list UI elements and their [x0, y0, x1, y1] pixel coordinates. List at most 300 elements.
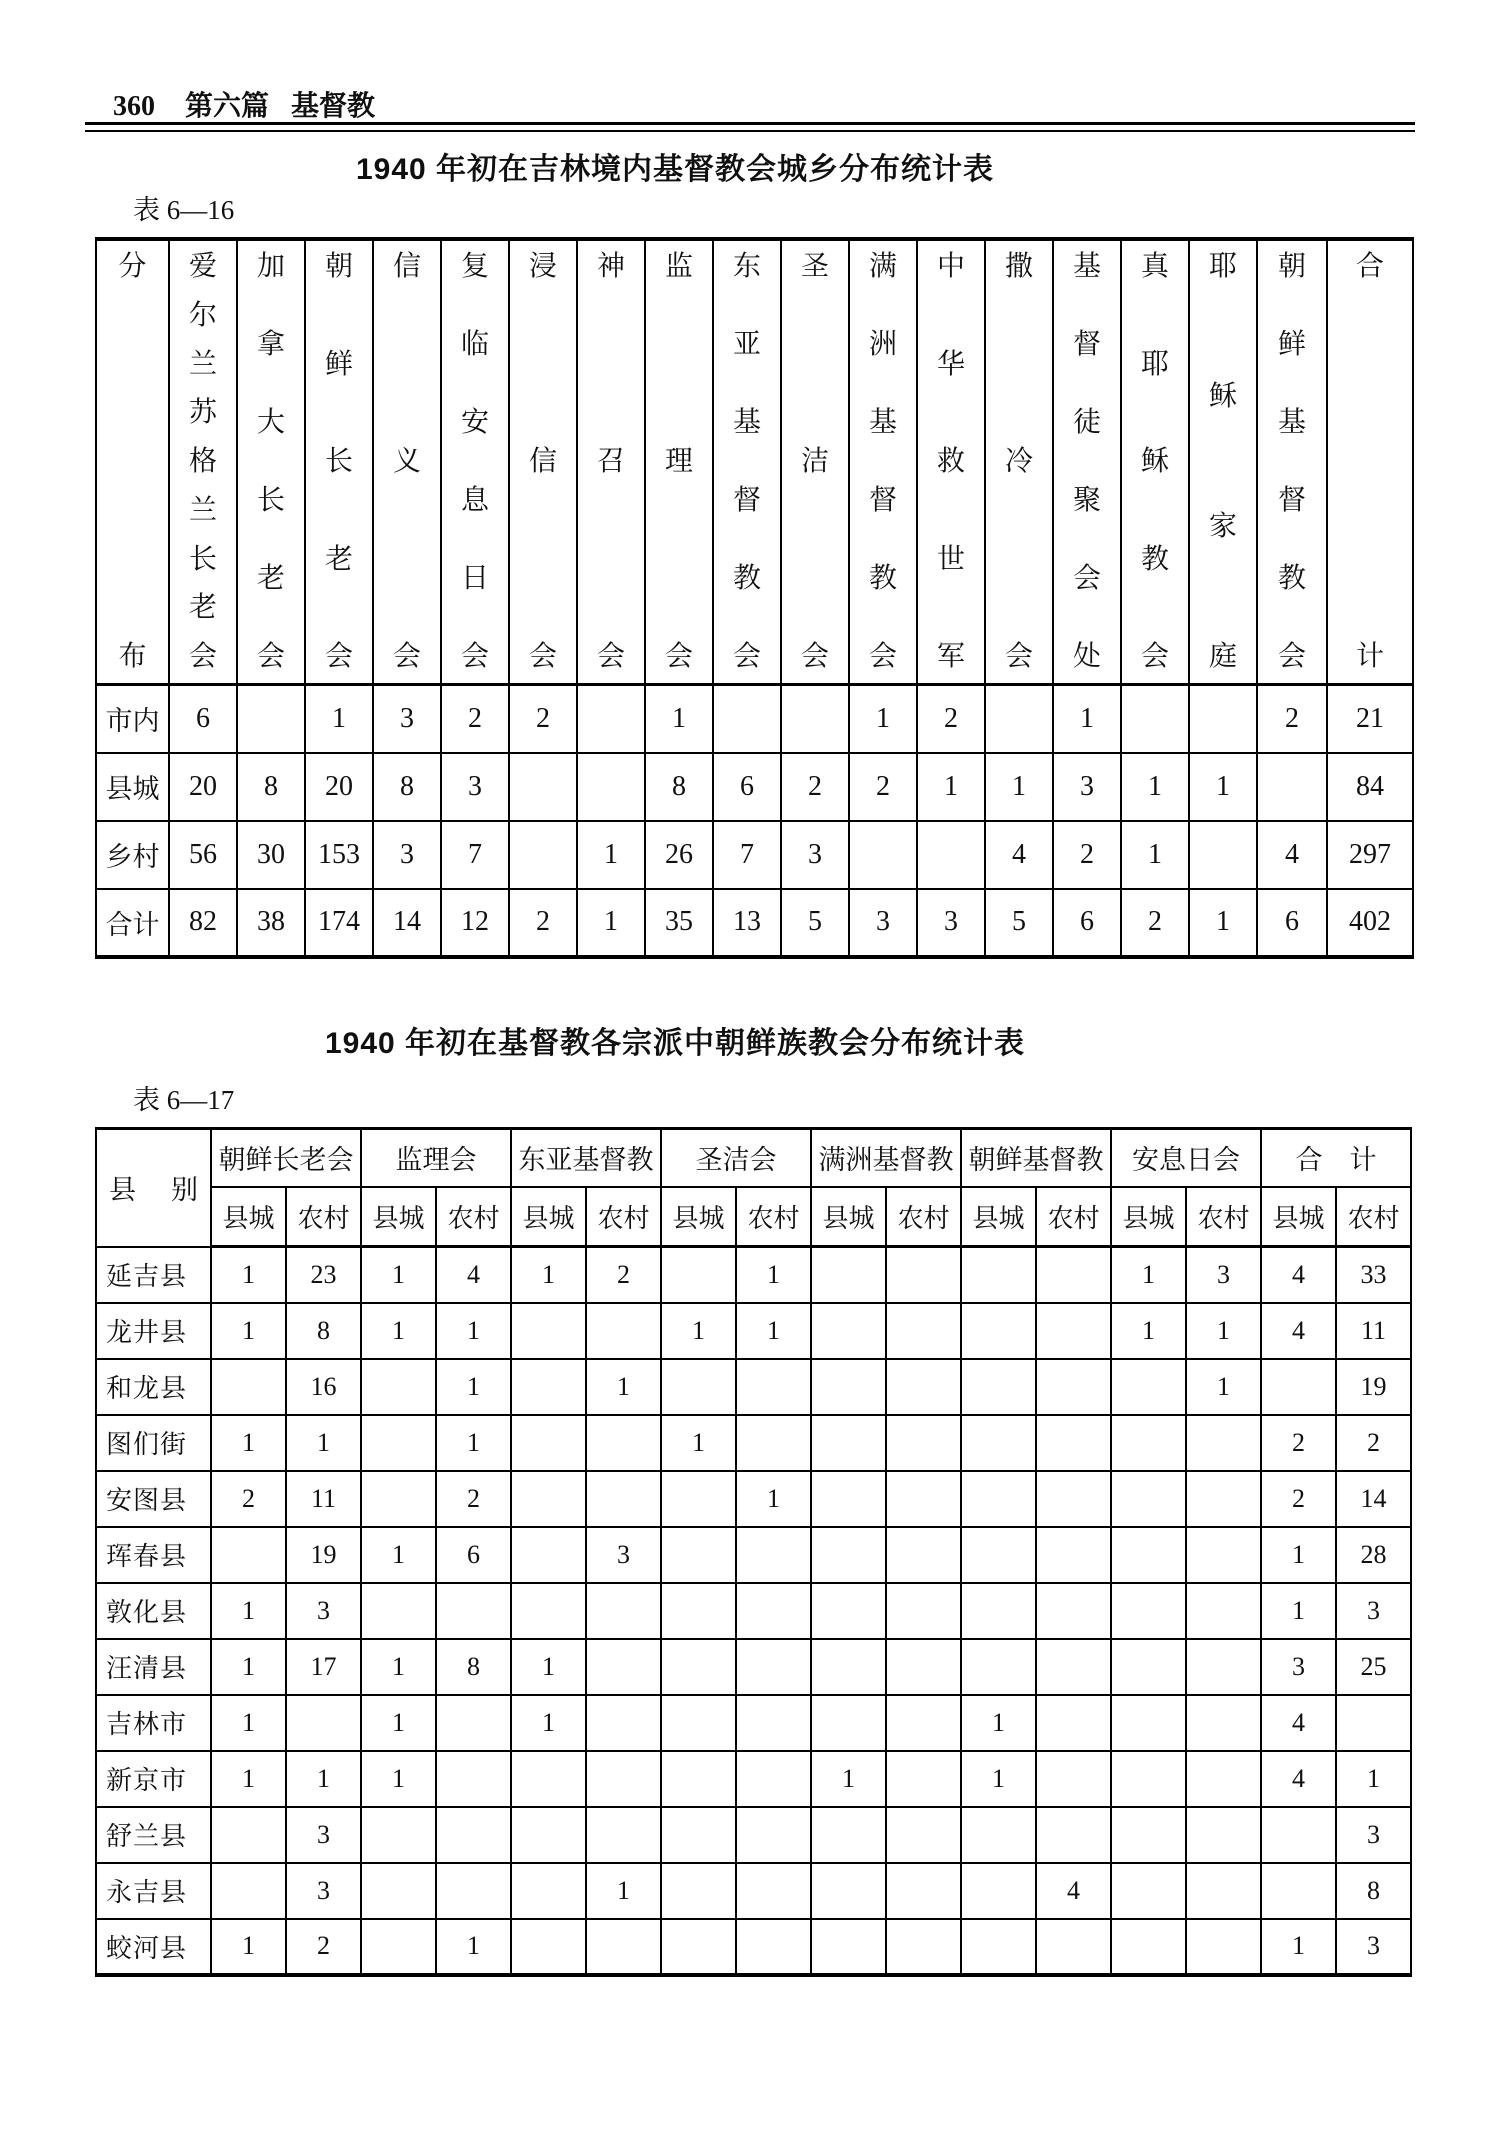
- t2-row-label: 敦化县: [96, 1583, 211, 1639]
- vertical-char: 浸: [528, 251, 557, 282]
- t1-col-header-9: [781, 239, 849, 685]
- t1-col-header-7-text: [646, 253, 712, 671]
- t1-value-cell: 2: [509, 889, 577, 957]
- t2-value-cell: 1: [661, 1415, 736, 1471]
- t2-value-cell: [661, 1583, 736, 1639]
- t2-value-cell: 1: [361, 1303, 436, 1359]
- t2-value-cell: 8: [286, 1303, 361, 1359]
- t2-value-cell: 1: [361, 1527, 436, 1583]
- t1-value-cell: 8: [645, 753, 713, 821]
- t1-row-label: 乡村: [96, 821, 169, 889]
- t2-group-header-3: 圣洁会: [661, 1129, 811, 1187]
- t2-value-cell: [886, 1863, 961, 1919]
- t2-value-cell: [511, 1471, 586, 1527]
- t1-value-cell: 6: [713, 753, 781, 821]
- t2-subheader-rural: 农村: [736, 1187, 811, 1247]
- vertical-char: 会: [800, 641, 829, 672]
- t2-value-cell: 17: [286, 1639, 361, 1695]
- t2-value-cell: [961, 1303, 1036, 1359]
- t2-value-cell: [736, 1415, 811, 1471]
- t2-value-cell: 2: [436, 1471, 511, 1527]
- t1-value-cell: 56: [169, 821, 237, 889]
- t2-data-row: [96, 1695, 1411, 1751]
- t2-data-row: [96, 1527, 1411, 1583]
- t2-value-cell: 11: [1336, 1303, 1411, 1359]
- t1-col-header-0-text: [170, 253, 236, 671]
- vertical-char: 会: [188, 641, 217, 672]
- t1-value-cell: 3: [917, 889, 985, 957]
- t2-value-cell: [1111, 1359, 1186, 1415]
- t2-subheader-urban: 县城: [811, 1187, 886, 1247]
- t1-value-cell: 30: [237, 821, 305, 889]
- t1-value-cell: 2: [441, 685, 509, 753]
- t1-col-header-11-text: [918, 253, 984, 671]
- vertical-char: 加: [256, 251, 285, 282]
- t1-data-row: [96, 821, 1413, 889]
- t2-value-cell: [886, 1471, 961, 1527]
- t2-value-cell: [886, 1695, 961, 1751]
- t1-value-cell: 6: [1257, 889, 1327, 957]
- t1-value-cell: 20: [169, 753, 237, 821]
- t2-value-cell: 8: [436, 1639, 511, 1695]
- t2-value-cell: 3: [286, 1583, 361, 1639]
- vertical-char: 信: [392, 251, 421, 282]
- t2-value-cell: [886, 1919, 961, 1975]
- vertical-char: 长: [256, 485, 285, 516]
- t1-col-header-13: [1053, 239, 1121, 685]
- vertical-char: 督: [1072, 329, 1101, 360]
- t2-value-cell: 1: [361, 1639, 436, 1695]
- t2-value-cell: 25: [1336, 1639, 1411, 1695]
- t2-value-cell: [211, 1359, 286, 1415]
- t1-col-header-2: [305, 239, 373, 685]
- t2-subheader-row: [96, 1187, 1411, 1247]
- vertical-char: 会: [1004, 641, 1033, 672]
- vertical-char: 神: [596, 251, 625, 282]
- t1-value-cell: [781, 685, 849, 753]
- t2-value-cell: [961, 1527, 1036, 1583]
- vertical-char: 中: [936, 251, 965, 282]
- table-urban-rural-distribution: [95, 237, 1414, 959]
- vertical-char: 息: [460, 485, 489, 516]
- t2-value-cell: 1: [361, 1695, 436, 1751]
- t2-value-cell: [1186, 1415, 1261, 1471]
- t2-value-cell: [211, 1863, 286, 1919]
- t1-col-header-1-text: [238, 253, 304, 671]
- t1-value-cell: 1: [849, 685, 917, 753]
- t2-value-cell: 1: [1111, 1303, 1186, 1359]
- vertical-char: 合: [1355, 251, 1384, 282]
- header-double-rule: [85, 122, 1415, 132]
- t2-value-cell: [586, 1415, 661, 1471]
- t2-value-cell: [811, 1583, 886, 1639]
- t2-value-cell: 19: [286, 1527, 361, 1583]
- t2-value-cell: [1111, 1639, 1186, 1695]
- t2-value-cell: [361, 1415, 436, 1471]
- t2-group-header-row: [96, 1129, 1411, 1187]
- t2-value-cell: [811, 1527, 886, 1583]
- vertical-char: 召: [596, 446, 625, 477]
- t1-col-header-16: [1257, 239, 1327, 685]
- t1-col-header-5-text: [510, 253, 576, 671]
- vertical-char: 教: [732, 563, 761, 594]
- t2-group-header-4: 满洲基督教: [811, 1129, 961, 1187]
- t2-value-cell: [511, 1919, 586, 1975]
- t2-value-cell: [886, 1415, 961, 1471]
- t2-value-cell: 1: [436, 1919, 511, 1975]
- t2-value-cell: [661, 1359, 736, 1415]
- t2-row-label: 珲春县: [96, 1527, 211, 1583]
- t2-value-cell: [811, 1639, 886, 1695]
- t2-value-cell: 1: [1111, 1247, 1186, 1303]
- t2-value-cell: [1186, 1639, 1261, 1695]
- t2-value-cell: 3: [586, 1527, 661, 1583]
- t2-row-label: 永吉县: [96, 1863, 211, 1919]
- t2-value-cell: [961, 1863, 1036, 1919]
- t1-value-cell: 3: [373, 821, 441, 889]
- t1-col-header-15: [1189, 239, 1257, 685]
- vertical-char: 理: [664, 446, 693, 477]
- vertical-char: 义: [392, 446, 421, 477]
- t2-row-label: 新京市: [96, 1751, 211, 1807]
- t2-value-cell: [511, 1863, 586, 1919]
- t2-value-cell: [961, 1471, 1036, 1527]
- t2-value-cell: [1111, 1695, 1186, 1751]
- t1-data-row: [96, 685, 1413, 753]
- t1-col-header-3: [373, 239, 441, 685]
- t2-value-cell: [436, 1583, 511, 1639]
- vertical-char: 兰: [188, 348, 217, 380]
- t2-value-cell: 3: [1336, 1583, 1411, 1639]
- vertical-char: 老: [324, 543, 353, 575]
- t2-value-cell: [736, 1695, 811, 1751]
- t2-subheader-urban: 县城: [361, 1187, 436, 1247]
- t2-value-cell: 4: [1261, 1247, 1336, 1303]
- t1-value-cell: 1: [645, 685, 713, 753]
- vertical-char: 会: [1072, 563, 1101, 594]
- t1-col-header-11: [917, 239, 985, 685]
- t1-col-header-7: [645, 239, 713, 685]
- t1-col-header-9-text: [782, 253, 848, 671]
- t2-data-row: [96, 1303, 1411, 1359]
- t2-value-cell: [811, 1807, 886, 1863]
- t2-data-row: [96, 1751, 1411, 1807]
- t2-value-cell: [1111, 1863, 1186, 1919]
- t2-value-cell: 1: [211, 1919, 286, 1975]
- t2-data-row: [96, 1359, 1411, 1415]
- t1-value-cell: [509, 753, 577, 821]
- t2-value-cell: [661, 1639, 736, 1695]
- t2-value-cell: [361, 1359, 436, 1415]
- t1-col-header-14-text: [1122, 253, 1188, 671]
- t2-value-cell: [511, 1807, 586, 1863]
- vertical-char: 教: [1140, 543, 1169, 575]
- t2-value-cell: [661, 1751, 736, 1807]
- vertical-char: 聚: [1072, 485, 1101, 516]
- t2-subheader-rural: 农村: [1186, 1187, 1261, 1247]
- vertical-char: 鲜: [324, 348, 353, 380]
- vertical-char: 会: [392, 641, 421, 672]
- t1-data-row: [96, 753, 1413, 821]
- t2-value-cell: [736, 1863, 811, 1919]
- t2-value-cell: [211, 1807, 286, 1863]
- t2-value-cell: [886, 1303, 961, 1359]
- vertical-char: 会: [596, 641, 625, 672]
- t1-row-label: 合计: [96, 889, 169, 957]
- t2-value-cell: 1: [211, 1751, 286, 1807]
- vertical-char: 布: [118, 641, 147, 672]
- t2-group-header-7: 合 计: [1261, 1129, 1411, 1187]
- t1-value-cell: 3: [373, 685, 441, 753]
- t2-row-label: 安图县: [96, 1471, 211, 1527]
- vertical-char: 苏: [188, 397, 217, 429]
- t2-value-cell: 2: [1261, 1471, 1336, 1527]
- t1-value-cell: 4: [985, 821, 1053, 889]
- vertical-char: 格: [188, 446, 217, 477]
- t2-value-cell: [886, 1359, 961, 1415]
- t1-value-cell: 3: [849, 889, 917, 957]
- t1-value-cell: 26: [645, 821, 713, 889]
- t2-value-cell: [511, 1303, 586, 1359]
- t1-value-cell: 84: [1327, 753, 1413, 821]
- t1-value-cell: 5: [985, 889, 1053, 957]
- t2-value-cell: 33: [1336, 1247, 1411, 1303]
- t1-col-header-3-text: [374, 253, 440, 671]
- t2-group-header-5: 朝鲜基督教: [961, 1129, 1111, 1187]
- t2-value-cell: 1: [586, 1359, 661, 1415]
- t2-value-cell: [361, 1807, 436, 1863]
- vertical-char: 临: [460, 329, 489, 360]
- t1-col-header-15-text: [1190, 253, 1256, 671]
- t2-value-cell: [661, 1247, 736, 1303]
- t2-value-cell: [436, 1807, 511, 1863]
- vertical-char: 军: [936, 641, 965, 672]
- t2-value-cell: 1: [961, 1751, 1036, 1807]
- t2-value-cell: 1: [211, 1303, 286, 1359]
- t2-value-cell: 1: [1336, 1751, 1411, 1807]
- t2-group-header-1: 监理会: [361, 1129, 511, 1187]
- vertical-char: 长: [188, 543, 217, 575]
- t2-value-cell: 1: [211, 1415, 286, 1471]
- t2-value-cell: [886, 1751, 961, 1807]
- t2-subheader-rural: 农村: [1336, 1187, 1411, 1247]
- t1-value-cell: 2: [1257, 685, 1327, 753]
- t2-value-cell: [1036, 1919, 1111, 1975]
- t2-value-cell: 2: [286, 1919, 361, 1975]
- t2-value-cell: [211, 1527, 286, 1583]
- t2-value-cell: 3: [1336, 1919, 1411, 1975]
- t1-col-header-14: [1121, 239, 1189, 685]
- vertical-char: 真: [1140, 251, 1169, 282]
- vertical-char: 监: [664, 251, 693, 282]
- t2-row-label: 舒兰县: [96, 1807, 211, 1863]
- t2-value-cell: 1: [211, 1583, 286, 1639]
- t2-row-label: 图们街: [96, 1415, 211, 1471]
- vertical-char: 计: [1355, 641, 1384, 672]
- t1-value-cell: 2: [1053, 821, 1121, 889]
- t2-subheader-urban: 县城: [511, 1187, 586, 1247]
- t2-value-cell: 1: [1186, 1359, 1261, 1415]
- t2-value-cell: 28: [1336, 1527, 1411, 1583]
- vertical-char: 处: [1072, 641, 1101, 672]
- section-title: 第六篇: [185, 90, 270, 121]
- t2-value-cell: [586, 1639, 661, 1695]
- t2-value-cell: [586, 1695, 661, 1751]
- t2-value-cell: 1: [1261, 1527, 1336, 1583]
- t1-value-cell: 35: [645, 889, 713, 957]
- t2-data-row: [96, 1471, 1411, 1527]
- t2-value-cell: [736, 1527, 811, 1583]
- t2-value-cell: [661, 1471, 736, 1527]
- t2-value-cell: 1: [436, 1415, 511, 1471]
- t1-value-cell: 1: [1053, 685, 1121, 753]
- t2-value-cell: [1111, 1527, 1186, 1583]
- t2-value-cell: 1: [211, 1247, 286, 1303]
- t2-row-label: 龙井县: [96, 1303, 211, 1359]
- t2-value-cell: [1111, 1415, 1186, 1471]
- vertical-char: 老: [256, 563, 285, 594]
- t2-value-cell: [1036, 1583, 1111, 1639]
- t2-value-cell: [511, 1527, 586, 1583]
- t2-subheader-urban: 县城: [961, 1187, 1036, 1247]
- t2-subheader-urban: 县城: [1111, 1187, 1186, 1247]
- vertical-char: 冷: [1004, 446, 1033, 477]
- vertical-char: 洁: [800, 446, 829, 477]
- t2-value-cell: [961, 1583, 1036, 1639]
- vertical-char: 教: [868, 563, 897, 594]
- t1-value-cell: 1: [1189, 889, 1257, 957]
- vertical-char: 世: [936, 543, 965, 575]
- t1-value-cell: [1189, 685, 1257, 753]
- t2-value-cell: [736, 1919, 811, 1975]
- t2-value-cell: 2: [586, 1247, 661, 1303]
- t2-value-cell: [586, 1751, 661, 1807]
- t1-col-header-4-text: [442, 253, 508, 671]
- t2-data-row: [96, 1247, 1411, 1303]
- vertical-char: 华: [936, 348, 965, 380]
- t2-value-cell: [886, 1527, 961, 1583]
- t2-value-cell: [661, 1695, 736, 1751]
- t2-subheader-rural: 农村: [1036, 1187, 1111, 1247]
- vertical-char: 家: [1208, 511, 1237, 542]
- vertical-char: 拿: [256, 329, 285, 360]
- t1-col-header-0: [169, 239, 237, 685]
- t2-value-cell: [736, 1583, 811, 1639]
- t2-value-cell: [811, 1247, 886, 1303]
- t1-value-cell: 297: [1327, 821, 1413, 889]
- t2-value-cell: [1186, 1583, 1261, 1639]
- t2-subheader-urban: 县城: [1261, 1187, 1336, 1247]
- t1-corner-header-text: [97, 253, 168, 671]
- t1-value-cell: [577, 753, 645, 821]
- vertical-char: 会: [868, 641, 897, 672]
- t2-value-cell: 2: [1336, 1415, 1411, 1471]
- t2-value-cell: [811, 1471, 886, 1527]
- t1-value-cell: 8: [373, 753, 441, 821]
- vertical-char: 徒: [1072, 407, 1101, 438]
- t2-subheader-rural: 农村: [886, 1187, 961, 1247]
- t2-value-cell: 4: [1261, 1695, 1336, 1751]
- vertical-char: 庭: [1208, 641, 1237, 672]
- t2-value-cell: [586, 1807, 661, 1863]
- t2-row-label: 延吉县: [96, 1247, 211, 1303]
- t1-value-cell: 4: [1257, 821, 1327, 889]
- t1-value-cell: 1: [577, 889, 645, 957]
- corner-char: 县: [109, 1175, 136, 1206]
- t1-value-cell: 1: [1189, 753, 1257, 821]
- t2-value-cell: [811, 1415, 886, 1471]
- t2-value-cell: [736, 1639, 811, 1695]
- t2-value-cell: [1036, 1695, 1111, 1751]
- t2-subheader-rural: 农村: [436, 1187, 511, 1247]
- t1-col-header-2-text: [306, 253, 372, 671]
- t2-value-cell: 1: [736, 1303, 811, 1359]
- vertical-char: 会: [664, 641, 693, 672]
- vertical-char: 爱: [188, 251, 217, 282]
- t2-value-cell: 8: [1336, 1863, 1411, 1919]
- vertical-char: 会: [1140, 641, 1169, 672]
- t1-col-header-12-text: [986, 253, 1052, 671]
- t1-col-header-1: [237, 239, 305, 685]
- vertical-char: 亚: [732, 329, 761, 360]
- t1-value-cell: [577, 685, 645, 753]
- t2-value-cell: 1: [361, 1247, 436, 1303]
- t2-value-cell: 4: [1261, 1303, 1336, 1359]
- t1-value-cell: 82: [169, 889, 237, 957]
- t2-subheader-rural: 农村: [286, 1187, 361, 1247]
- t2-value-cell: 1: [1261, 1583, 1336, 1639]
- t2-value-cell: [286, 1695, 361, 1751]
- t1-value-cell: 21: [1327, 685, 1413, 753]
- t2-value-cell: [436, 1863, 511, 1919]
- t2-value-cell: 2: [211, 1471, 286, 1527]
- page-number: 360: [113, 91, 155, 122]
- t2-value-cell: [1261, 1359, 1336, 1415]
- corner-char: 别: [171, 1175, 198, 1206]
- t1-value-cell: [1257, 753, 1327, 821]
- t2-value-cell: [511, 1751, 586, 1807]
- t2-value-cell: 1: [961, 1695, 1036, 1751]
- vertical-char: 安: [460, 407, 489, 438]
- t2-value-cell: [1036, 1527, 1111, 1583]
- t1-value-cell: 3: [1053, 753, 1121, 821]
- t1-value-cell: 1: [1121, 821, 1189, 889]
- t1-value-cell: 3: [441, 753, 509, 821]
- table2-title: 1940 年初在基督教各宗派中朝鲜族教会分布统计表: [324, 1027, 1026, 1060]
- t2-row-label: 蛟河县: [96, 1919, 211, 1975]
- t2-value-cell: 3: [286, 1863, 361, 1919]
- t2-value-cell: 1: [286, 1415, 361, 1471]
- t1-value-cell: [917, 821, 985, 889]
- t2-value-cell: [1111, 1751, 1186, 1807]
- t2-value-cell: 1: [586, 1863, 661, 1919]
- t2-value-cell: [511, 1415, 586, 1471]
- t2-value-cell: 4: [1036, 1863, 1111, 1919]
- t2-value-cell: [961, 1807, 1036, 1863]
- t2-value-cell: [961, 1919, 1036, 1975]
- t1-value-cell: 20: [305, 753, 373, 821]
- t2-value-cell: [736, 1807, 811, 1863]
- t1-value-cell: [849, 821, 917, 889]
- t2-value-cell: [886, 1583, 961, 1639]
- t2-row-label: 汪清县: [96, 1639, 211, 1695]
- vertical-char: 日: [460, 563, 489, 594]
- t1-col-header-10-text: [850, 253, 916, 671]
- t2-value-cell: 1: [511, 1247, 586, 1303]
- table2-label: 表 6—17: [133, 1085, 235, 1115]
- t2-value-cell: [1261, 1863, 1336, 1919]
- t1-value-cell: 38: [237, 889, 305, 957]
